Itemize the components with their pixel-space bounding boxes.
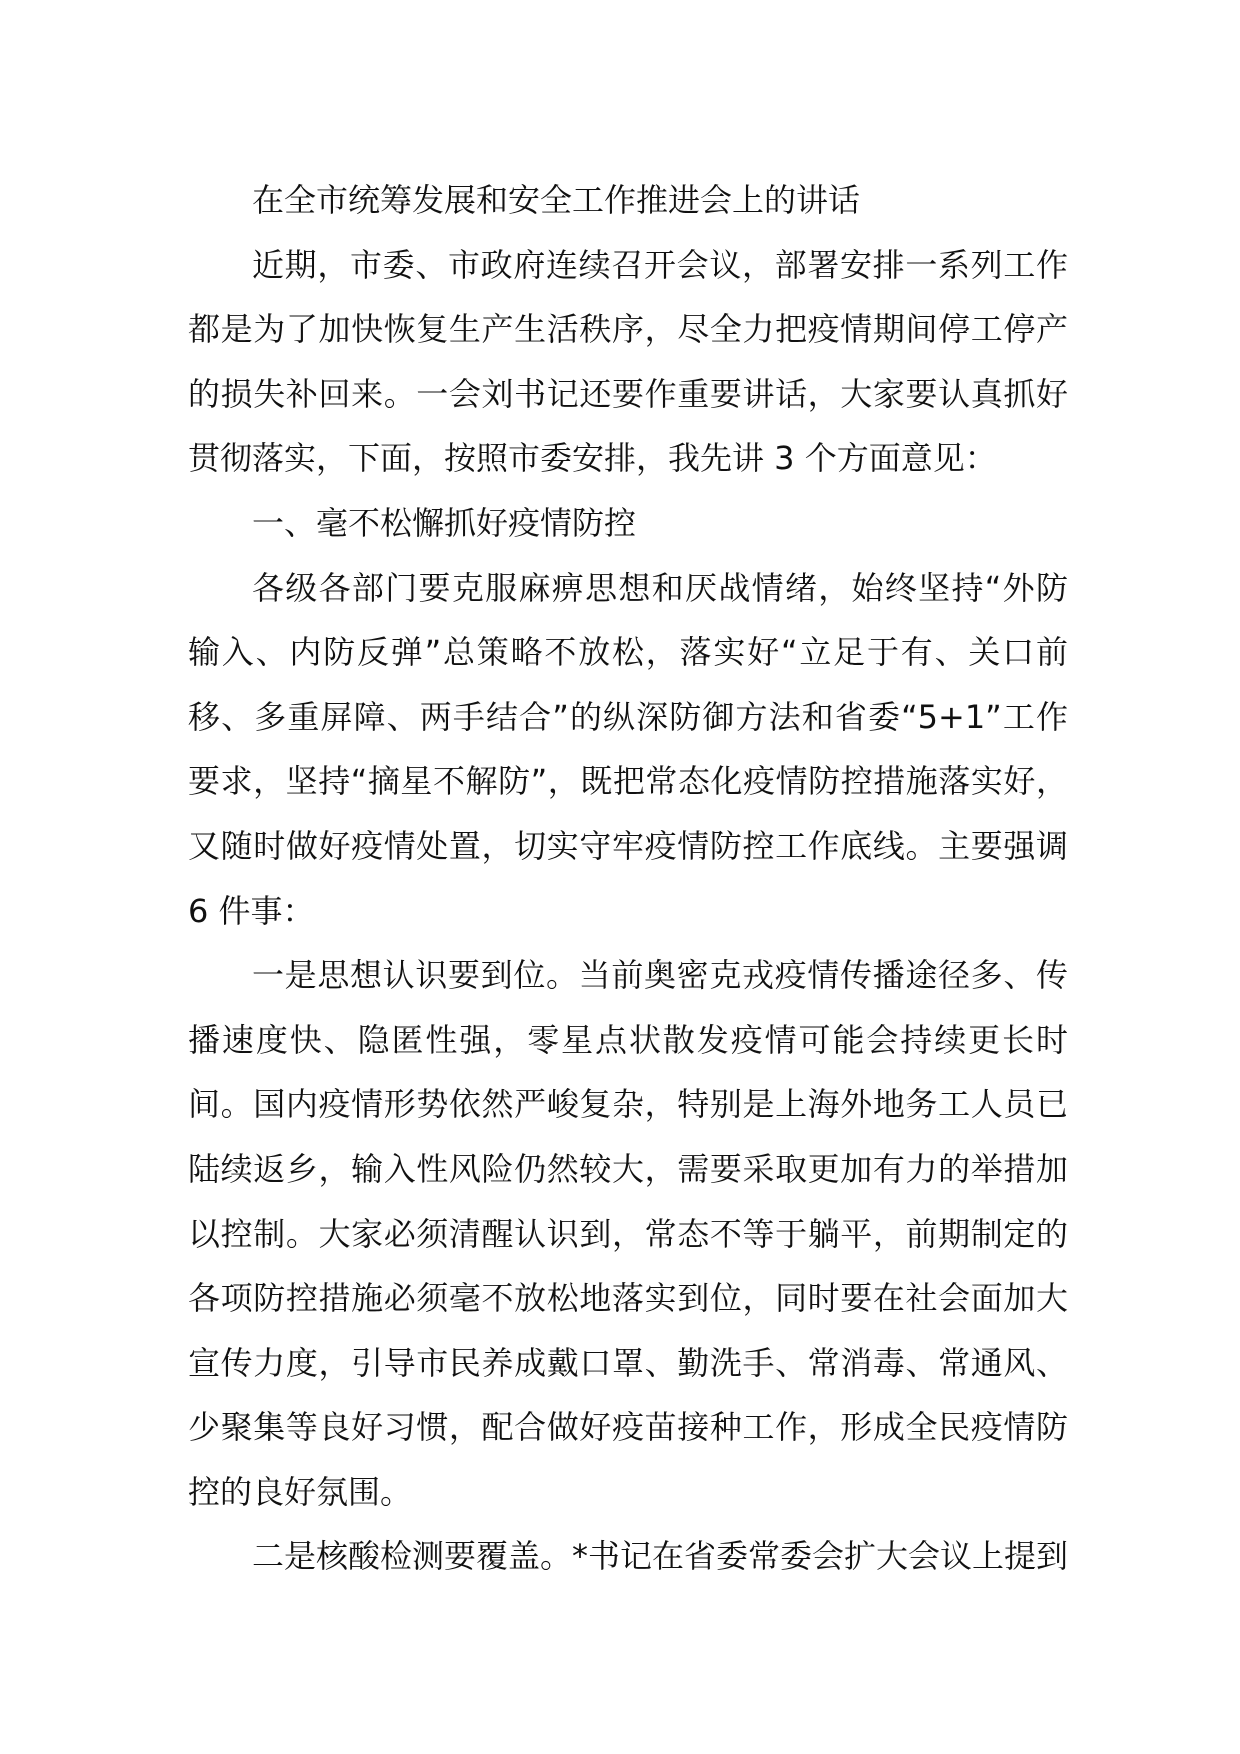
section-heading-1: 一、毫不松懈抓好疫情防控 (252, 503, 637, 542)
paragraph-intro: 近期，市委、市政府连续召开会议，部署安排一系列工作都是为了加快恢复生产生活秩序，尽全力把疫情期间停工停产的损失补回来。一会刘书记还要作重要讲话，大家要认真抓好贯彻落实，下面，按照市委安排，我先讲 3 个方面意见： (188, 245, 1068, 478)
paragraph-section-1-overview: 各级各部门要克服麻痹思想和厌战情绪，始终坚持“外防输入、内防反弹”总策略不放松，落实好“立足于有、关口前移、多重屏障、两手结合”的纵深防御方法和省委“5+1”工作要求，坚持“摘星不解防”，既把常态化疫情防控措施落实好，又随时做好疫情处置，切实守牢疫情防控工作底线。主要强调 6 件事： (188, 568, 1068, 930)
paragraph-point-2: 二是核酸检测要覆盖。*书记在省委常委会扩大会议上提到 (252, 1537, 1069, 1576)
document-title: 在全市统筹发展和安全工作推进会上的讲话 (252, 181, 861, 219)
paragraph-point-1: 一是思想认识要到位。当前奥密克戎疫情传播途径多、传播速度快、隐匿性强，零星点状散发疫情可能会持续更长时间。国内疫情形势依然严峻复杂，特别是上海外地务工人员已陆续返乡，输入性风险仍然较大，需要采取更加有力的举措加以控制。大家必须清醒认识到，常态不等于躺平，前期制定的各项防控措施必须毫不放松地落实到位，同时要在社会面加大宣传力度，引导市民养成戴口罩、勤洗手、常消毒、常通风、少聚集等良好习惯，配合做好疫苗接种工作，形成全民疫情防控的良好氛围。 (188, 956, 1068, 1511)
document-body (188, 168, 1068, 1589)
